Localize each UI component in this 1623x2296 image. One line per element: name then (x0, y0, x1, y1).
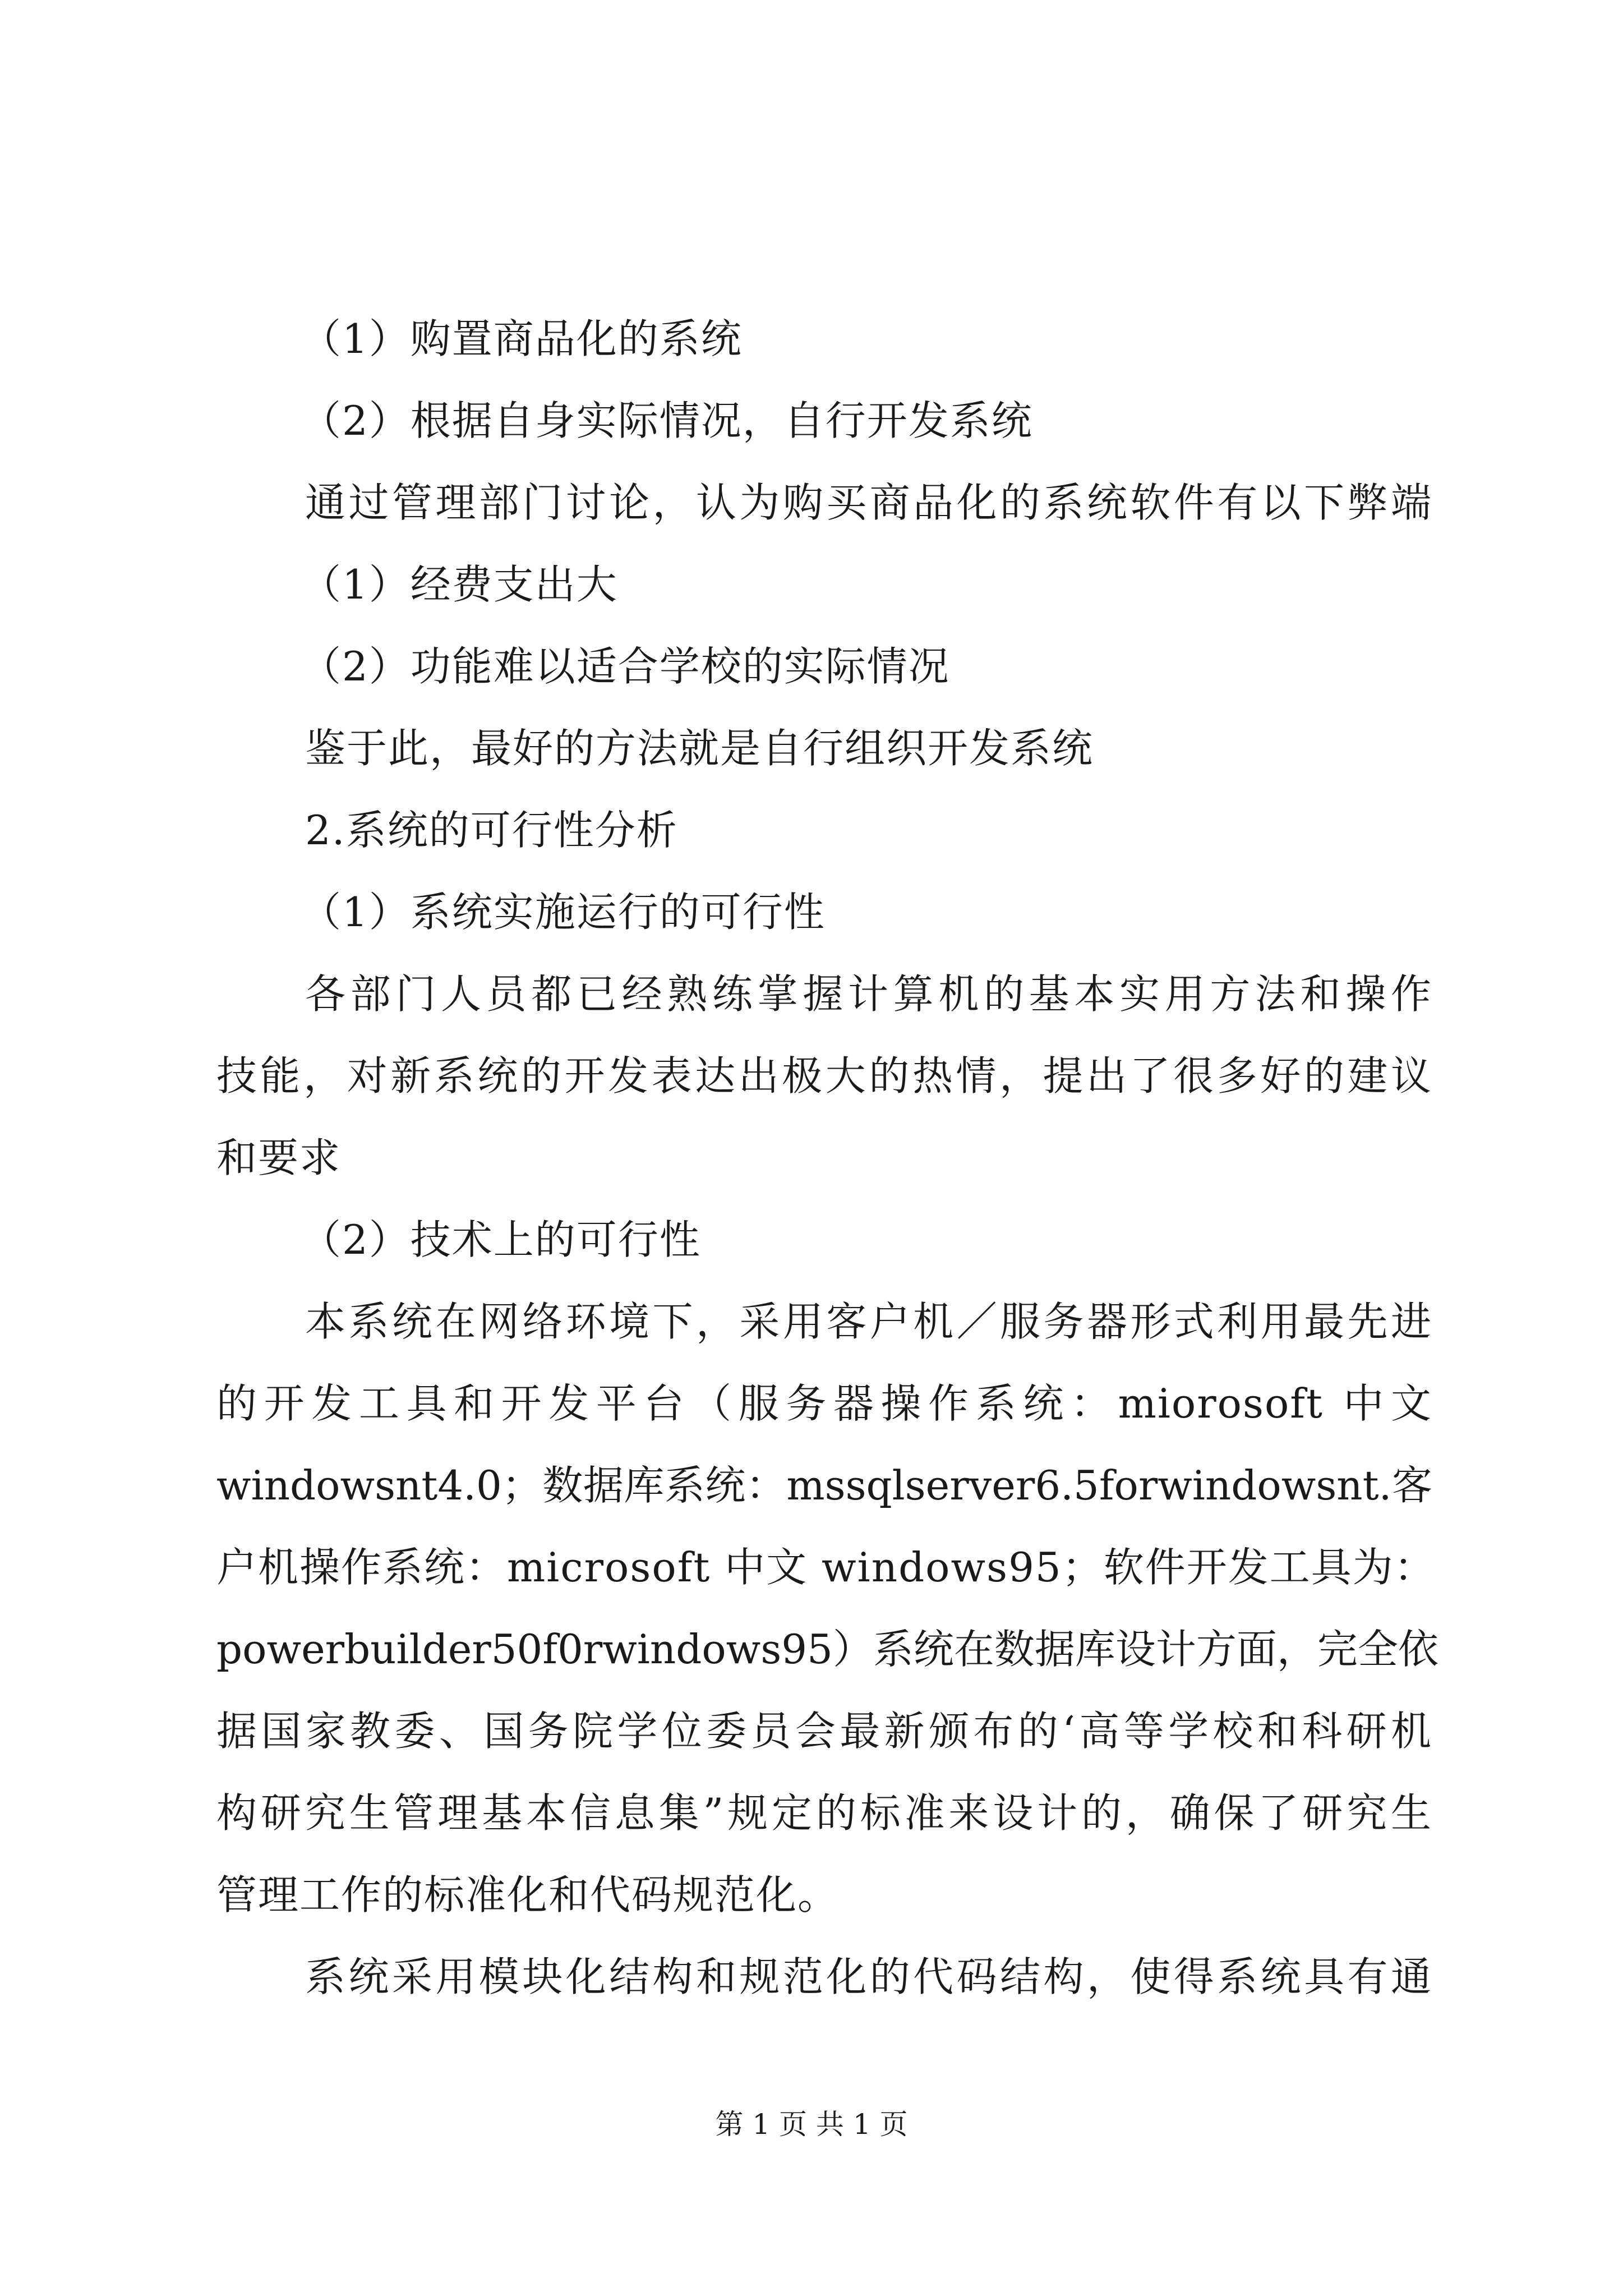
list-item: （1）购置商品化的系统 (301, 315, 743, 362)
section-heading: 2.系统的可行性分析 (305, 807, 678, 854)
paragraph-line: 鉴于此，最好的方法就是自行组织开发系统 (305, 725, 1094, 772)
paragraph-line: 户机操作系统：microsoft 中文 windows95；软件开发工具为： (216, 1544, 1436, 1591)
paragraph-line: 系统采用模块化结构和规范化的代码结构，使得系统具有通 (305, 1953, 1432, 2000)
paragraph-line: 各部门人员都已经熟练掌握计算机的基本实用方法和操作 (305, 970, 1432, 1018)
paragraph-line: 技能，对新系统的开发表达出极大的热情，提出了很多好的建议 (216, 1052, 1432, 1099)
list-item: （2）功能难以适合学校的实际情况 (301, 643, 950, 690)
paragraph-line: 管理工作的标准化和代码规范化。 (216, 1871, 840, 1918)
paragraph-line: 本系统在网络环境下，采用客户机／服务器形式利用最先进 (305, 1298, 1432, 1345)
list-item: （2）技术上的可行性 (301, 1216, 701, 1263)
paragraph-line: 构研究生管理基本信息集”规定的标准来设计的，确保了研究生 (216, 1789, 1432, 1837)
paragraph-line: windowsnt4.0；数据库系统：mssqlserver6.5forwindowsnt.客 (216, 1462, 1432, 1509)
paragraph-line: powerbuilder50f0rwindows95）系统在数据库设计方面，完全依 (216, 1626, 1438, 1673)
paragraph-line: 和要求 (216, 1134, 342, 1181)
paragraph-line: 的开发工具和开发平台（服务器操作系统：miorosoft 中文 (216, 1380, 1432, 1427)
list-item: （1）经费支出大 (301, 561, 618, 608)
page-footer: 第 1 页 共 1 页 (715, 2108, 908, 2141)
list-item: （1）系统实施运行的可行性 (301, 889, 826, 936)
list-item: （2）根据自身实际情况，自行开发系统 (301, 397, 1033, 444)
paragraph-line: 据国家教委、国务院学位委员会最新颁布的‘高等学校和科研机 (216, 1708, 1432, 1755)
paragraph-line: 通过管理部门讨论，认为购买商品化的系统软件有以下弊端 (305, 479, 1432, 526)
